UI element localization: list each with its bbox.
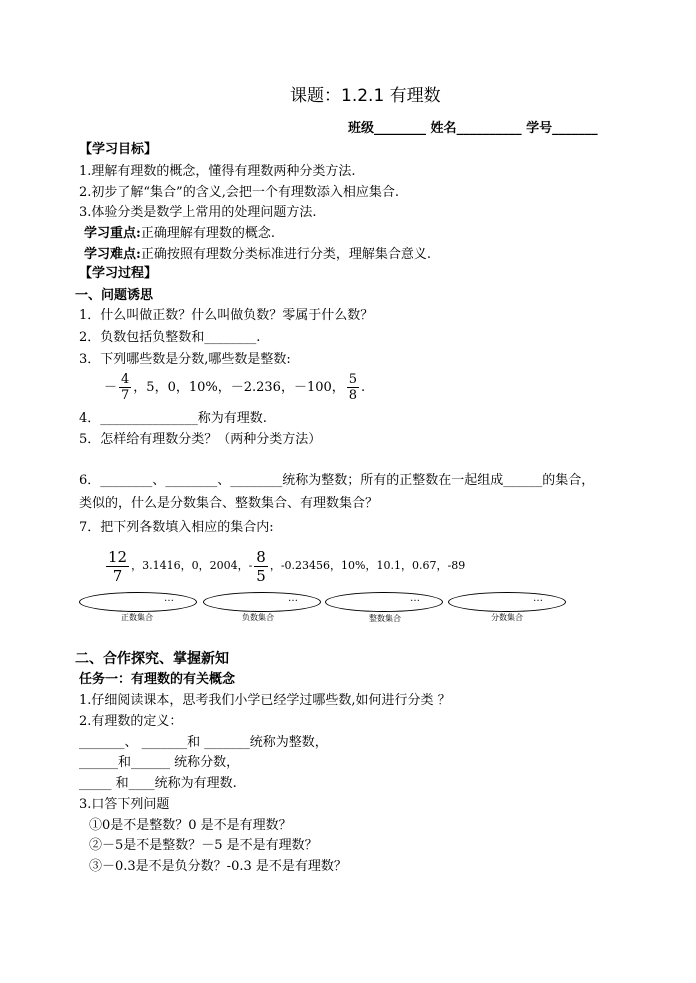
task-item: 2.有理数的定义：: [79, 714, 183, 729]
goal-item: 3.体验分类是数学上常用的处理问题方法.: [79, 205, 317, 220]
difficulty-line: [84, 247, 431, 263]
answer-item: ③－0.3是不是负分数？-0.3 是不是有理数？: [89, 859, 347, 874]
negative-set-ellipse[interactable]: …: [203, 592, 321, 612]
name-label: 姓名: [430, 121, 457, 136]
q7-number-list: [104, 544, 465, 588]
definition-line: _____ 和____统称为有理数.: [79, 776, 237, 791]
difficulty-text: 正确按照有理数分类标准进行分类，理解集合意义.: [140, 247, 431, 262]
number-list-text: ，5，0，10%，－2.236，－100，: [133, 380, 345, 395]
set-label: 负数集合: [242, 613, 274, 622]
task-item: 3.口答下列问题: [79, 797, 170, 812]
denominator: 5: [256, 566, 266, 585]
focus-line: [84, 226, 275, 242]
question-4: 4．_______________称为有理数.: [79, 411, 267, 426]
question-6-line2: 类似的，什么是分数集合、整数集合、有理数集合？: [79, 496, 379, 511]
set-label: 整数集合: [369, 614, 401, 623]
focus-label: 学习重点:: [84, 226, 141, 241]
question-2: 2．负数包括负整数和________.: [79, 330, 261, 345]
number-list-text: ，-0.23456，10%，10.1，0.67，-89: [269, 559, 466, 572]
task-item: 1.仔细阅读课本，思考我们小学已经学过哪些数,如何进行分类 ？: [79, 693, 451, 708]
task1-title: 任务一：有理数的有关概念: [79, 672, 236, 687]
page-title: 课题：1.2.1 有理数: [290, 86, 441, 106]
process-heading: 【学习过程】: [79, 266, 158, 281]
class-label: 班级: [348, 121, 375, 136]
number-list-text: ，3.1416，0，2004，-: [131, 559, 253, 572]
period: .: [361, 380, 366, 395]
question-3: 3．下列哪些数是分数,哪些数是整数:: [79, 352, 291, 367]
numerator: 5: [348, 372, 358, 387]
difficulty-label: 学习难点:: [84, 247, 141, 262]
name-blank[interactable]: __________: [456, 121, 522, 136]
id-blank[interactable]: _______: [552, 121, 598, 136]
section2-title: 二、合作探究、掌握新知: [75, 651, 229, 667]
student-info-row: [348, 121, 598, 137]
goals-heading: 【学习目标】: [79, 142, 158, 157]
fraction-set-ellipse[interactable]: …: [448, 592, 566, 612]
question-6-line1: 6．________、________、________统称为整数；所有的正整数在一起组成______的集合，: [79, 473, 595, 488]
denominator: 7: [112, 566, 123, 585]
definition-line: ______和______ 统称分数，: [79, 755, 240, 770]
focus-text: 正确理解有理数的概念.: [140, 226, 275, 241]
question-5: 5．怎样给有理数分类？（两种分类方法）: [79, 432, 322, 447]
numerator: 8: [256, 547, 266, 566]
set-label: 正数集合: [121, 613, 153, 622]
goal-item: 1.理解有理数的概念，懂得有理数两种分类方法.: [79, 164, 356, 179]
section1-title: 一、问题诱思: [75, 288, 154, 303]
goal-item: 2.初步了解“集合”的含义,会把一个有理数添入相应集合.: [79, 185, 399, 200]
fraction: [106, 548, 129, 585]
question-1: 1．什么叫做正数？什么叫做负数？零属于什么数？: [79, 308, 374, 323]
answer-item: ②－5是不是整数？－5 是不是有理数？: [89, 838, 318, 853]
answer-item: ①0是不是整数？0 是不是有理数？: [89, 818, 292, 833]
fraction: [347, 372, 359, 403]
denominator: 7: [121, 388, 130, 403]
fraction: [119, 372, 131, 403]
definition-line: _______、 _______和 _______统称为整数，: [79, 735, 328, 750]
minus-sign: －: [104, 380, 118, 395]
set-label: 分数集合: [491, 613, 523, 622]
q3-number-list: [104, 368, 365, 408]
denominator: 8: [348, 388, 358, 403]
numerator: 12: [108, 547, 128, 566]
question-7: 7．把下列各数填入相应的集合内:: [79, 520, 274, 535]
integer-set-ellipse[interactable]: …: [325, 592, 443, 612]
fraction: [254, 548, 268, 585]
numerator: 4: [121, 372, 130, 387]
id-label: 学号: [526, 121, 553, 136]
positive-set-ellipse[interactable]: …: [79, 592, 197, 612]
class-blank[interactable]: ________: [374, 121, 427, 136]
